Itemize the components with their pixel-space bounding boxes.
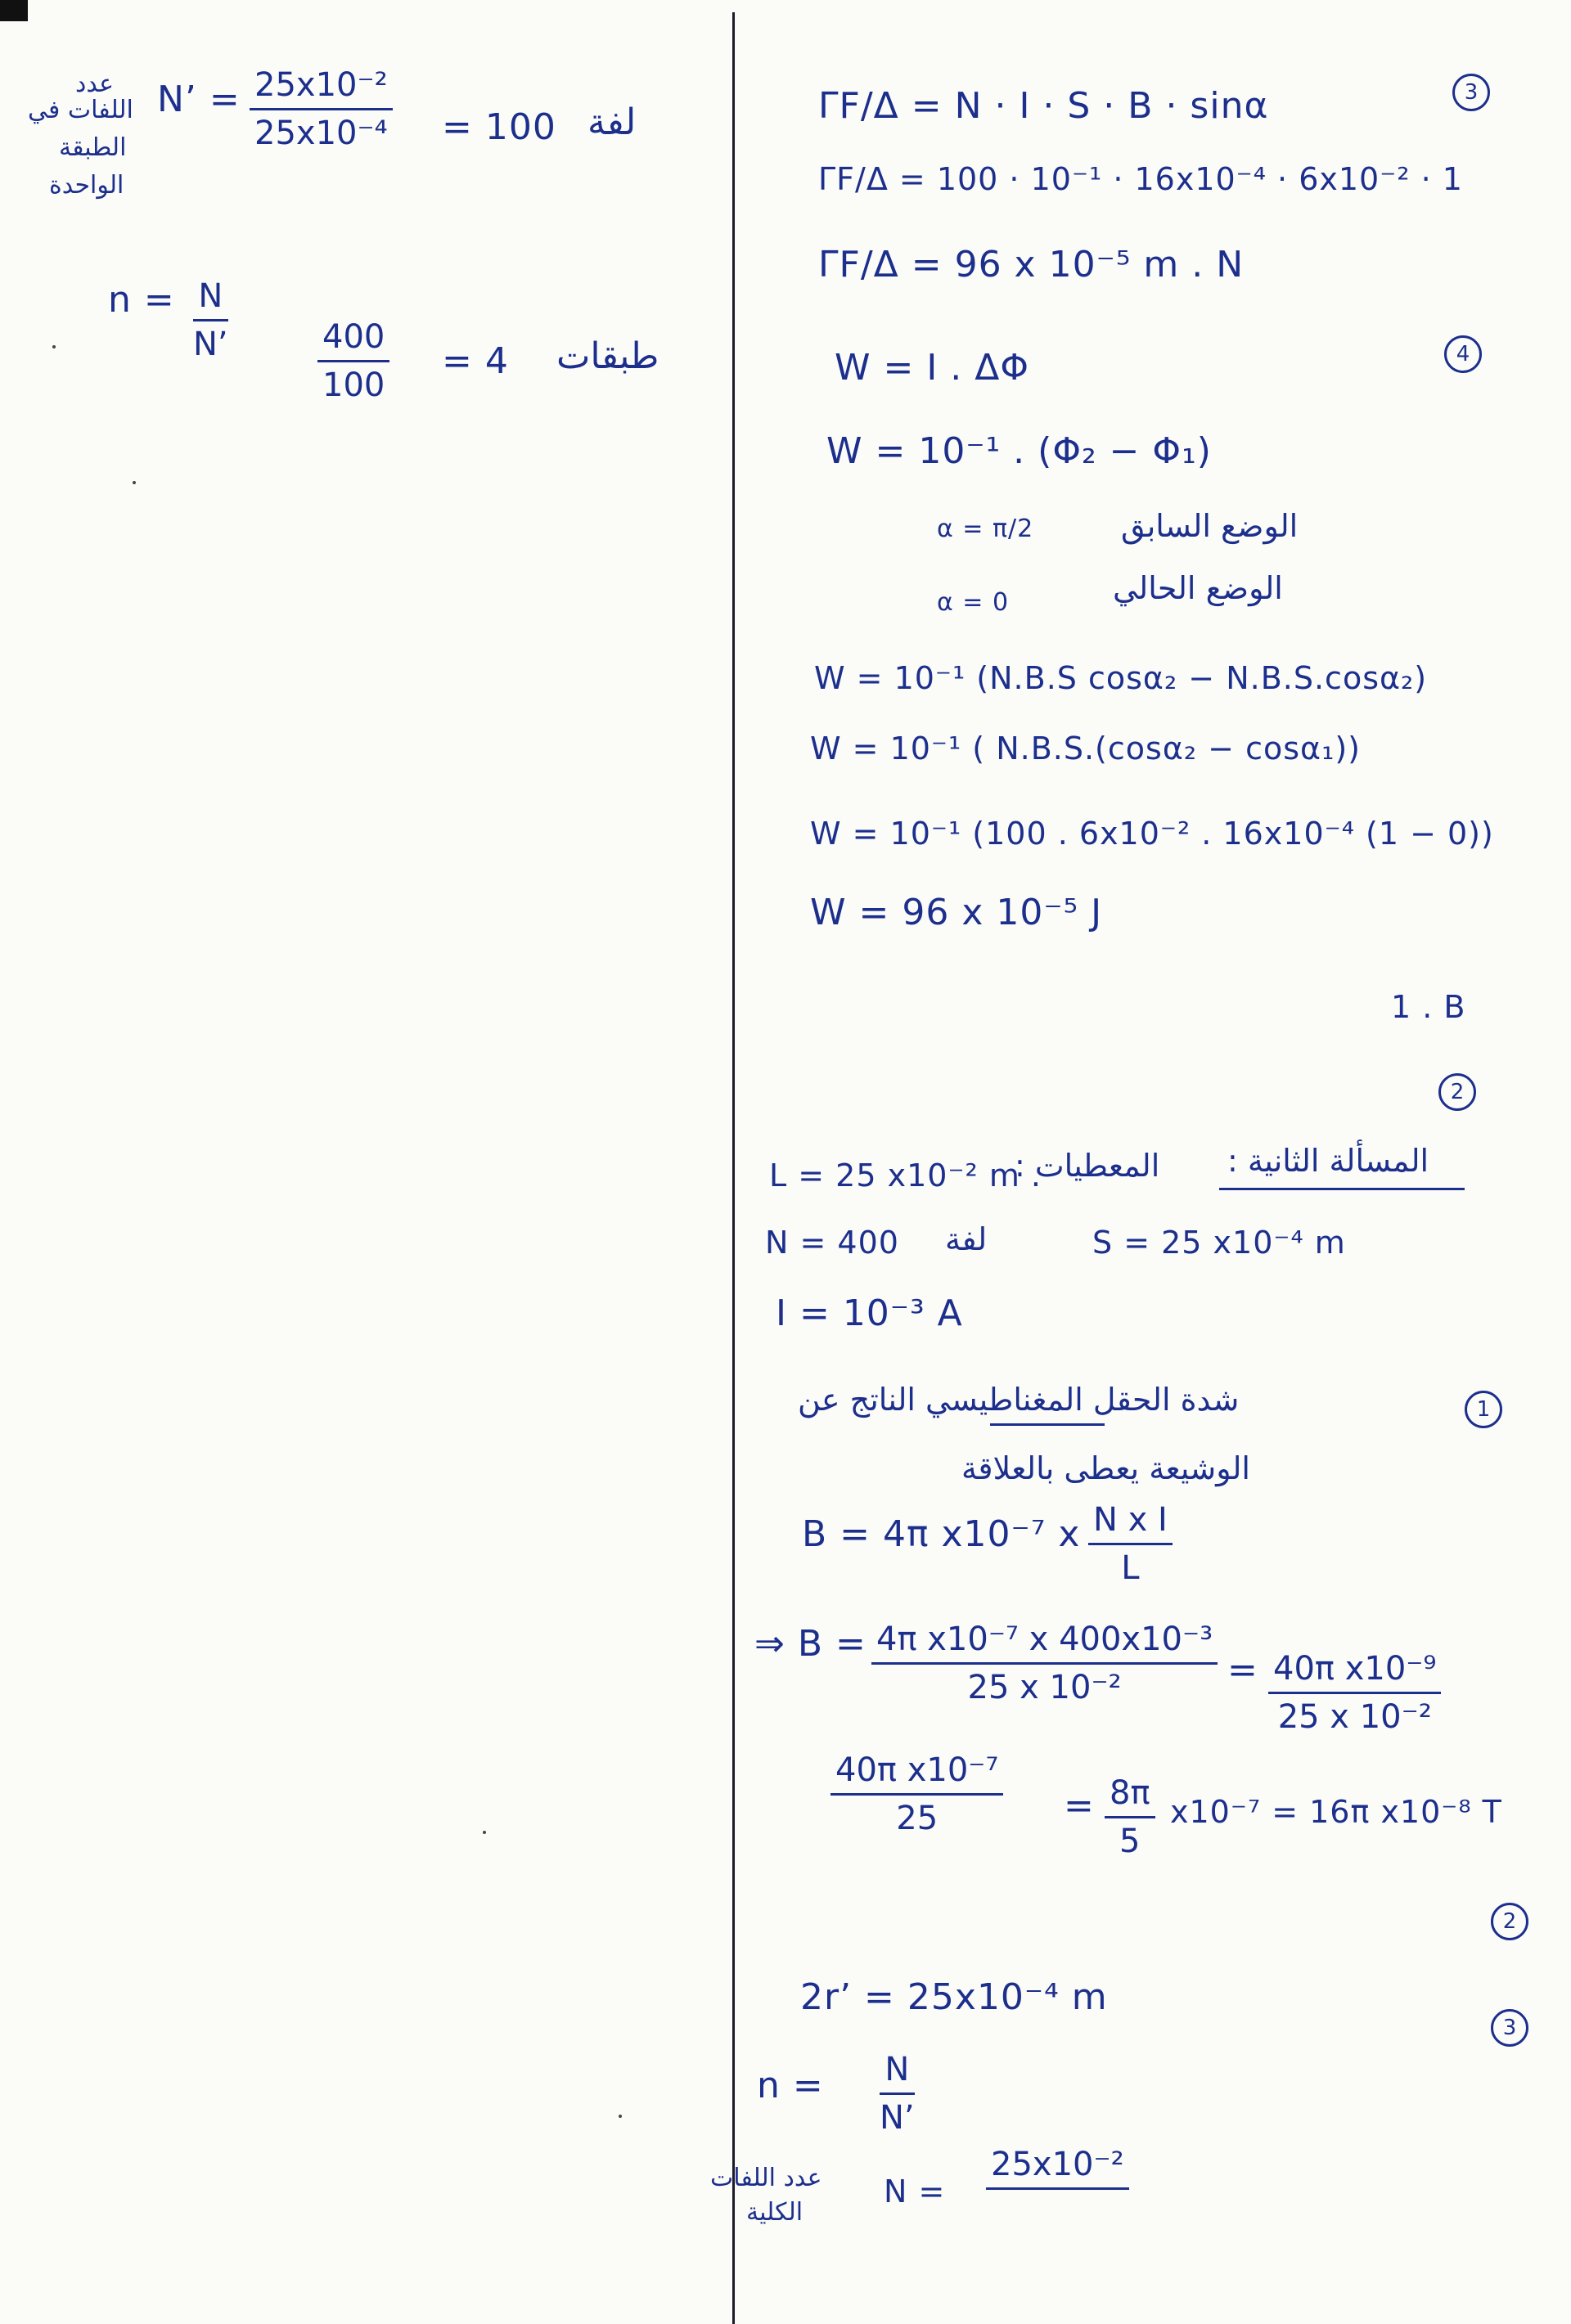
work-eq-4: W = 10⁻¹ ( N.B.S.(cosα₂ − cosα₁)) — [810, 730, 1361, 766]
b-step2-tail: x10⁻⁷ = 16π x10⁻⁸ T — [1170, 1794, 1502, 1830]
torque-eq-1: ΓF/Δ = N · I · S · B · sinα — [818, 85, 1269, 127]
turns-label-line2: اللفات في — [28, 96, 133, 124]
work-eq-6: W = 96 x 10⁻⁵ J — [810, 892, 1103, 933]
n-formula-fraction — [880, 2051, 915, 2137]
n-formula: n = — [757, 2065, 824, 2106]
b-step2-fraction — [1105, 1774, 1155, 1860]
q1-text-line2: الوشيعة يعطى بالعلاقة — [961, 1450, 1250, 1486]
scan-corner-mark — [0, 0, 28, 21]
current-position-angle: α = 0 — [937, 588, 1010, 617]
b-calc-fraction-2 — [1268, 1650, 1441, 1736]
question-3-marker: 3 — [1452, 74, 1490, 111]
b-formula-numerator: N x I — [1088, 1504, 1173, 1545]
ink-speck — [619, 2115, 622, 2118]
given-turns: N = 400 — [765, 1225, 899, 1261]
b-formula-denominator: L — [1121, 1549, 1140, 1587]
b-calc-lead: ⇒ B = — [754, 1623, 867, 1665]
b-calc-numerator: 4π x10⁻⁷ x 400x10⁻³ — [871, 1623, 1218, 1665]
turns-label-line3: الطبقة — [59, 133, 127, 162]
torque-eq-3: ΓF/Δ = 96 x 10⁻⁵ m . N — [818, 244, 1245, 285]
total-turns-fraction — [986, 2148, 1129, 2190]
ink-speck — [52, 345, 56, 348]
b-calc-numerator-2: 40π x10⁻⁹ — [1268, 1652, 1441, 1694]
ink-speck — [133, 481, 136, 484]
part-b-marker: 1 . B — [1391, 989, 1466, 1025]
problem-2-title: المسألة الثانية : — [1227, 1143, 1429, 1179]
turns-unit: لفة — [587, 101, 637, 143]
previous-position-angle: α = π/2 — [937, 515, 1034, 543]
layers-fraction-symbolic — [193, 277, 228, 363]
layers-fraction-numeric — [317, 318, 389, 404]
column-divider — [732, 12, 735, 2324]
current-position-label: الوضع الحالي — [1113, 570, 1283, 606]
ink-speck — [483, 1831, 486, 1834]
turns-denominator: 25x10⁻⁴ — [254, 115, 388, 152]
b-calc-fraction — [871, 1623, 1218, 1704]
given-length: L = 25 x10⁻² m . — [769, 1158, 1042, 1193]
work-eq-3: W = 10⁻¹ (N.B.S cosα₂ − N.B.S.cosα₂) — [814, 660, 1428, 696]
work-eq-1: W = I . ΔΦ — [835, 347, 1030, 389]
b-step2-numerator: 8π — [1105, 1777, 1155, 1818]
layers-unit: طبقات — [556, 335, 659, 377]
total-turns-label-2: الكلية — [746, 2198, 804, 2227]
layers-result: = 4 — [442, 340, 509, 382]
layers-den-numeric: 100 — [322, 366, 385, 404]
previous-position-label: الوضع السابق — [1121, 508, 1299, 544]
problem-2-q1-marker: 1 — [1465, 1391, 1502, 1428]
work-eq-5: W = 10⁻¹ (100 . 6x10⁻² . 16x10⁻⁴ (1 − 0)) — [810, 816, 1494, 852]
b-calc-denominator: 25 x 10⁻² — [967, 1669, 1122, 1706]
turns-label-line1: عدد — [75, 70, 115, 98]
problem-2-q3-marker: 3 — [1491, 2009, 1528, 2047]
turns-formula: Nʼ = — [157, 79, 241, 120]
torque-eq-2: ΓF/Δ = 100 · 10⁻¹ · 16x10⁻⁴ · 6x10⁻² · 1 — [818, 161, 1463, 197]
q1-text-underline — [990, 1423, 1105, 1426]
given-current: I = 10⁻³ A — [776, 1292, 963, 1334]
total-turns-label-1: عدد اللفات — [710, 2164, 822, 2192]
work-eq-2: W = 10⁻¹ . (Φ₂ − Φ₁) — [826, 430, 1212, 472]
n-formula-numerator: N — [880, 2053, 915, 2095]
problem-2-title-underline — [1219, 1188, 1465, 1190]
b-step-fraction — [831, 1751, 1003, 1837]
b-step-equals: = — [1064, 1785, 1095, 1827]
given-turns-unit: لفة — [945, 1221, 988, 1257]
b-calc-denominator-2: 25 x 10⁻² — [1277, 1698, 1432, 1736]
turns-numerator: 25x10⁻² — [250, 69, 393, 110]
diameter-eq: 2rʼ = 25x10⁻⁴ m — [800, 1976, 1108, 2018]
b-step2-denominator: 5 — [1119, 1823, 1141, 1860]
given-area: S = 25 x10⁻⁴ m — [1092, 1225, 1346, 1261]
total-turns-formula: N = — [884, 2173, 946, 2209]
b-formula: B = 4π x10⁻⁷ x — [802, 1513, 1081, 1555]
layers-formula: n = — [108, 279, 175, 321]
turns-label-line4: الواحدة — [49, 171, 124, 200]
total-turns-numerator: 25x10⁻² — [986, 2148, 1129, 2190]
givens-label: المعطيات : — [1015, 1148, 1160, 1184]
b-step-denominator: 25 — [896, 1800, 939, 1837]
q1-text-line1: شدة الحقل المغناطيسي الناتج عن — [798, 1382, 1240, 1418]
question-4-marker: 4 — [1444, 335, 1482, 373]
turns-result: = 100 — [442, 106, 556, 148]
part-b-2-marker: 2 — [1438, 1073, 1476, 1111]
b-step-numerator: 40π x10⁻⁷ — [831, 1754, 1003, 1796]
b-calc-equals: = — [1227, 1649, 1258, 1691]
layers-num-symbolic: N — [193, 280, 228, 321]
layers-den-symbolic: Nʼ — [193, 326, 228, 363]
b-formula-fraction — [1088, 1501, 1173, 1587]
turns-fraction — [250, 66, 393, 152]
layers-num-numeric: 400 — [317, 321, 389, 362]
problem-2-q2-marker: 2 — [1491, 1903, 1528, 1940]
n-formula-denominator: Nʼ — [880, 2099, 915, 2137]
